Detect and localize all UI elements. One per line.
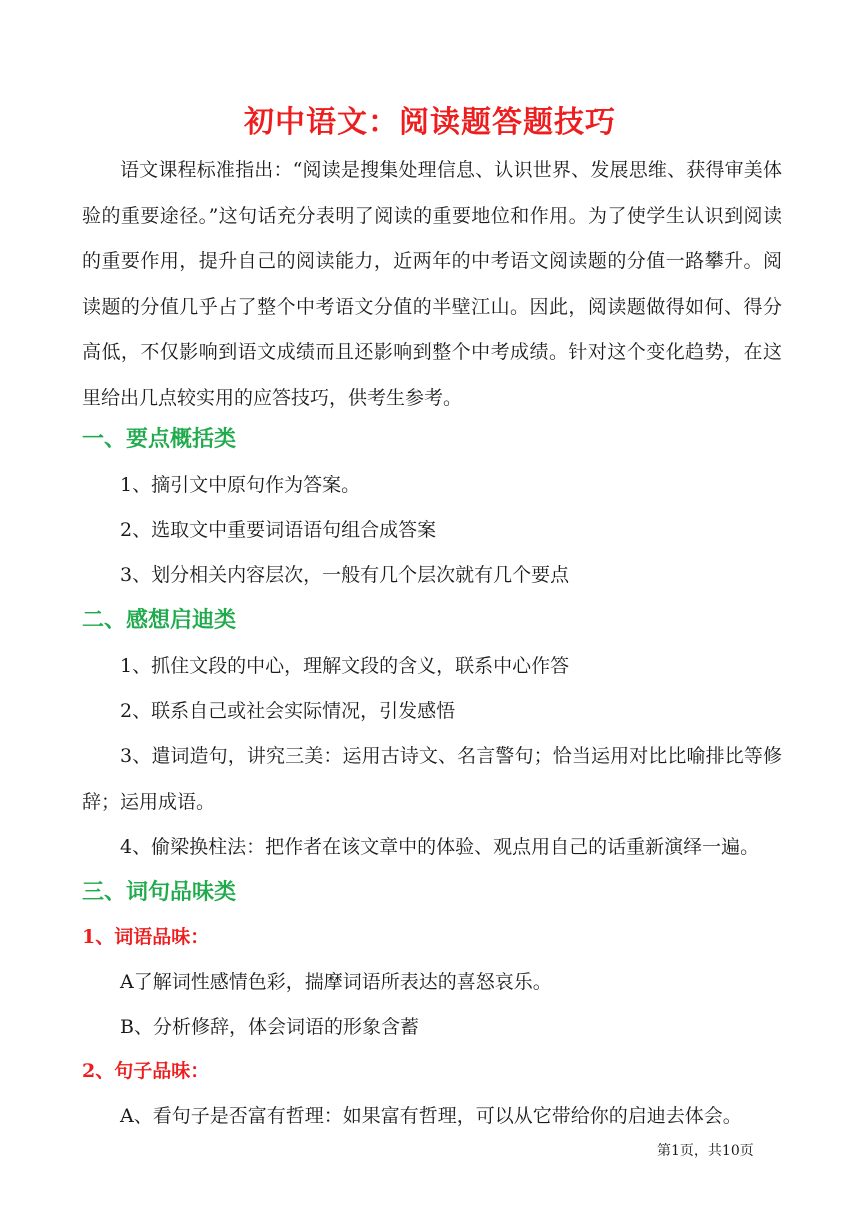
section-heading-2: 二、感想启迪类 [82, 607, 237, 633]
intro-text: 语文课程标准指出：“阅读是搜集处理信息、认识世界、发展思维、获得审美体验的重要途径。”这句话充分表明了阅读的重要地位和作用。为了使学生认识到阅读的重要作用，提升自己的阅读能力，近两年的中考语文阅读题的分值一路攀升。阅读题的分值几乎占了整个中考语文分值的半壁江山。因此，阅读题做得如何、得分高低，不仅影响到语文成绩而且还影响到整个中考成绩。针对这个变化趋势，在这里给出几点较实用的应答技巧，供考生参考。 [82, 159, 782, 409]
list-item: 1、摘引文中原句作为答案。 [120, 474, 361, 496]
subsection-heading-1: 1、词语品味： [82, 926, 210, 948]
list-item: 3、划分相关内容层次，一般有几个层次就有几个要点 [120, 564, 570, 586]
intro-paragraph [82, 148, 782, 421]
list-item: 2、选取文中重要词语语句组合成答案 [120, 519, 437, 541]
document-title: 初中语文：阅读题答题技巧 [244, 105, 616, 140]
list-item: 4、偷梁换柱法：把作者在该文章中的体验、观点用自己的话重新演绎一遍。 [120, 836, 760, 858]
list-item: A了解词性感情色彩，揣摩词语所表达的喜怒哀乐。 [120, 971, 552, 993]
section-heading-1: 一、要点概括类 [82, 426, 237, 452]
list-item: B、分析修辞，体会词语的形象含蓄 [120, 1016, 419, 1038]
list-item: 2、联系自己或社会实际情况，引发感悟 [120, 700, 456, 722]
list-item: A、看句子是否富有哲理：如果富有哲理，可以从它带给你的启迪去体会。 [120, 1105, 742, 1127]
list-item: 3、遣词造句，讲究三美：运用古诗文、名言警句；恰当运用对比比喻排比等修辞；运用成语。 [82, 745, 782, 813]
section-heading-3: 三、词句品味类 [82, 879, 237, 905]
page-footer: 第1页，共10页 [657, 1143, 754, 1159]
subsection-heading-2: 2、句子品味： [82, 1060, 210, 1082]
list-item: 1、抓住文段的中心，理解文段的含义，联系中心作答 [120, 655, 570, 677]
